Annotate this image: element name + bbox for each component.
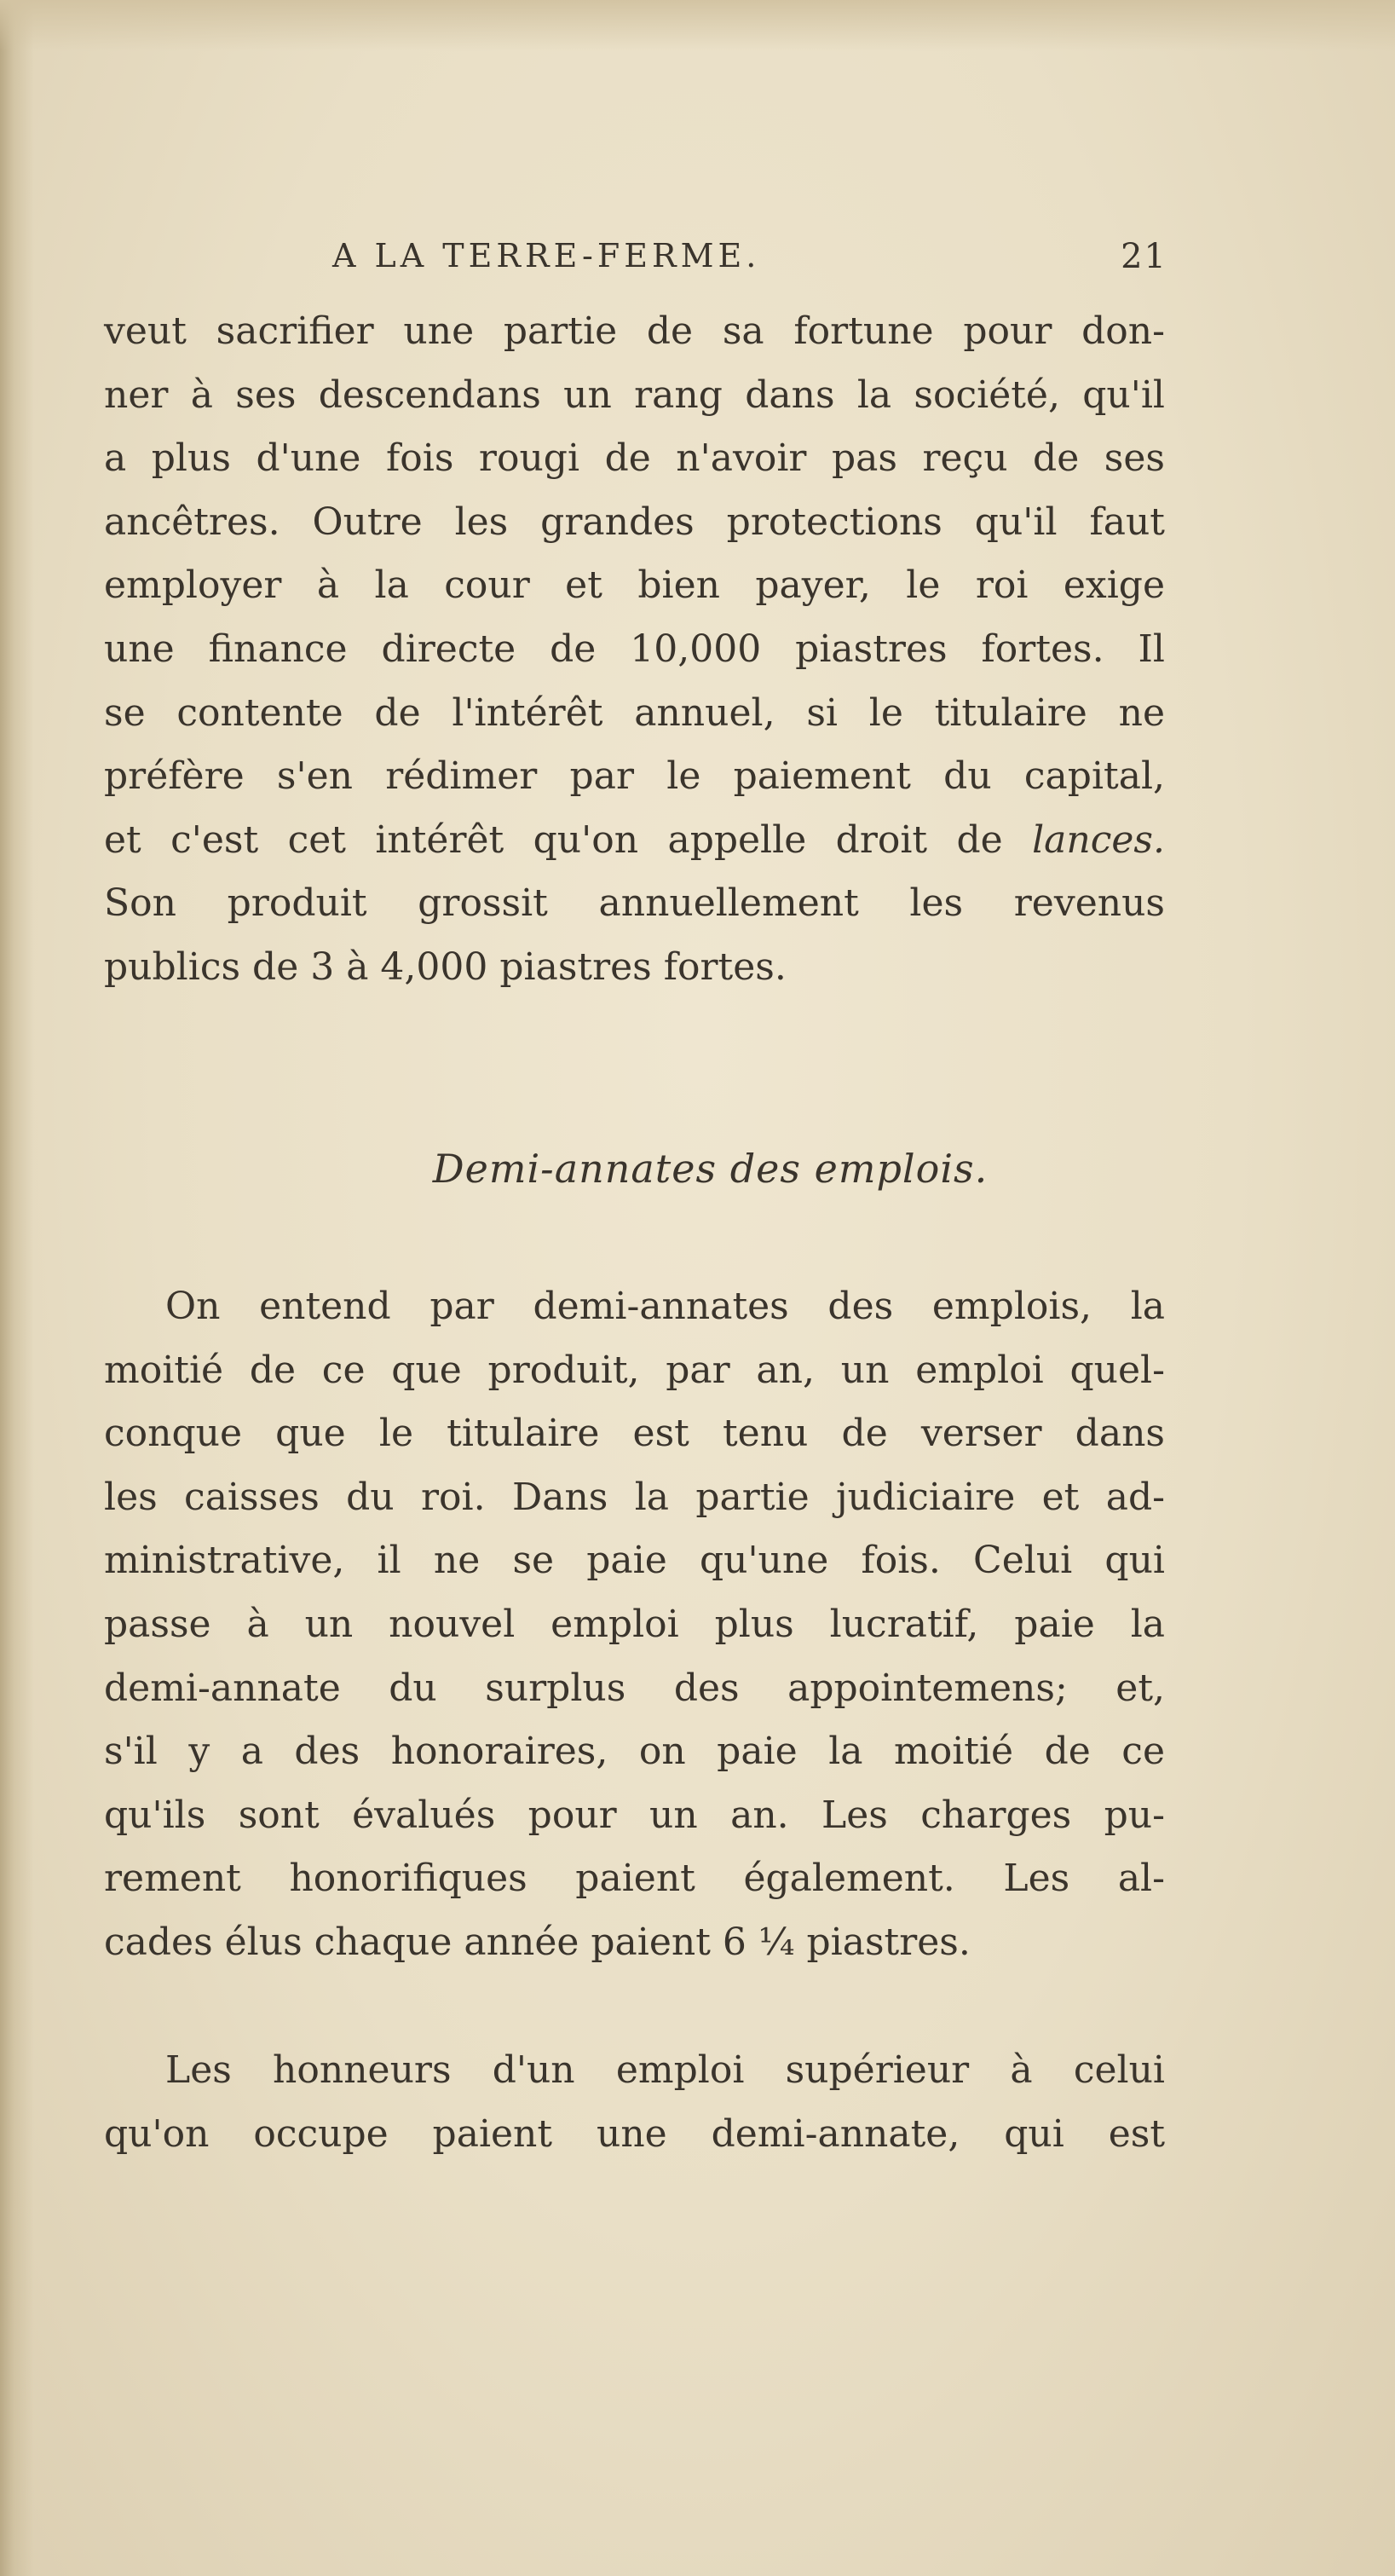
text-line: employer à la cour et bien payer, le roi exige <box>104 563 1165 608</box>
section-heading-text: Demi-annates des emplois. <box>432 1146 989 1192</box>
text-line: préfère s'en rédimer par le paiement du capital, <box>104 754 1165 799</box>
text-line: s'il y a des honoraires, on paie la moitié de ce <box>104 1730 1165 1774</box>
text-line: ancêtres. Outre les grandes protections qu'il faut <box>104 500 1165 544</box>
text-line <box>104 809 1165 873</box>
text-line: Les honneurs d'un emploi supérieur à celui <box>165 2048 1165 2092</box>
text-line-start: et c'est cet intérêt qu'on appelle droit de <box>104 817 1033 862</box>
running-head: A LA TERRE-FERME. <box>332 237 761 274</box>
text-line: conque que le titulaire est tenu de verser dans <box>104 1412 1165 1456</box>
text-line: passe à un nouvel emploi plus lucratif, paie la <box>104 1602 1165 1646</box>
text-line: se contente de l'intérêt annuel, si le titulaire ne <box>104 690 1165 735</box>
paragraph-3 <box>104 2039 1165 2166</box>
page-number: 21 <box>1121 237 1167 276</box>
text-line: On entend par demi-annates des emplois, la <box>165 1285 1165 1328</box>
text-line: a plus d'une fois rougi de n'avoir pas reçu de ses <box>104 436 1165 481</box>
page-edge-shadow <box>0 0 34 2576</box>
text-line: ministrative, il ne se paie qu'une fois. Celui qui <box>104 1539 1165 1583</box>
text-line: cades élus chaque année paient 6 ¼ piastres. <box>104 1920 971 1964</box>
text-line: rement honorifiques paient également. Les al- <box>104 1857 1165 1901</box>
paragraph-1 <box>104 300 1165 1000</box>
text-line: qu'on occupe paient une demi-annate, qui est <box>104 2111 1165 2156</box>
paragraph-2 <box>104 1275 1165 1975</box>
page-header <box>332 237 1167 280</box>
text-line: ner à ses descendans un rang dans la société, qu'il <box>104 373 1165 417</box>
page-top-shadow <box>0 0 1395 51</box>
italic-term: lances. <box>1032 817 1165 862</box>
text-line: demi-annate du surplus des appointemens; et, <box>104 1666 1165 1710</box>
text-line: une finance directe de 10,000 piastres fortes. Il <box>104 627 1165 671</box>
text-line: veut sacrifier une partie de sa fortune pour don- <box>104 309 1165 353</box>
text-line: Son produit grossit annuellement les revenus <box>104 881 1165 926</box>
text-line: moitié de ce que produit, par an, un emploi quel- <box>104 1348 1165 1392</box>
section-heading <box>0 1146 1395 1192</box>
text-line: qu'ils sont évalués pour un an. Les charges pu- <box>104 1793 1165 1837</box>
text-line: publics de 3 à 4,000 piastres fortes. <box>104 944 787 989</box>
text-line: les caisses du roi. Dans la partie judiciaire et ad- <box>104 1475 1165 1519</box>
